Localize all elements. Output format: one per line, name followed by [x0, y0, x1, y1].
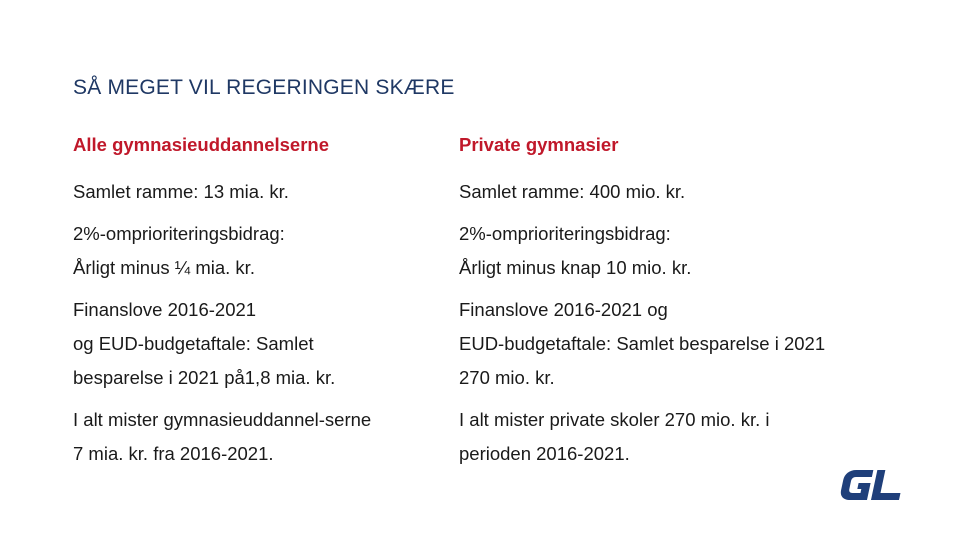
right-item-total-loss: I alt mister private skoler 270 mio. kr. i perioden 2016-2021. [459, 409, 770, 464]
gl-logo-l [871, 470, 905, 500]
gl-logo-icon [838, 467, 912, 503]
right-item-reprioritization: 2%-omprioriteringsbidrag: Årligt minus knap 10 mio. kr. [459, 223, 692, 278]
right-item-finance-acts: Finanslove 2016-2021 og EUD-budgetaftale: Samlet besparelse i 2021 270 mio. kr. [459, 299, 826, 388]
left-item-finance-acts: Finanslove 2016-2021 og EUD-budgetaftale: Samlet besparelse i 2021 på1,8 mia. kr. [73, 299, 336, 388]
slide-title: SÅ MEGET VIL REGERINGEN SKÆRE [73, 76, 455, 99]
left-column [73, 132, 443, 481]
gl-logo-g [839, 470, 873, 500]
right-item-total-frame: Samlet ramme: 400 mio. kr. [459, 181, 686, 202]
right-column-heading: Private gymnasier [459, 134, 619, 155]
left-item-total-frame: Samlet ramme: 13 mia. kr. [73, 181, 289, 202]
left-item-reprioritization: 2%-omprioriteringsbidrag: Årligt minus ¼ mia. kr. [73, 223, 285, 278]
left-column-heading: Alle gymnasieuddannelserne [73, 134, 330, 155]
right-column [459, 132, 899, 481]
left-item-total-loss: I alt mister gymnasieuddannel-serne 7 mia. kr. fra 2016-2021. [73, 409, 372, 464]
